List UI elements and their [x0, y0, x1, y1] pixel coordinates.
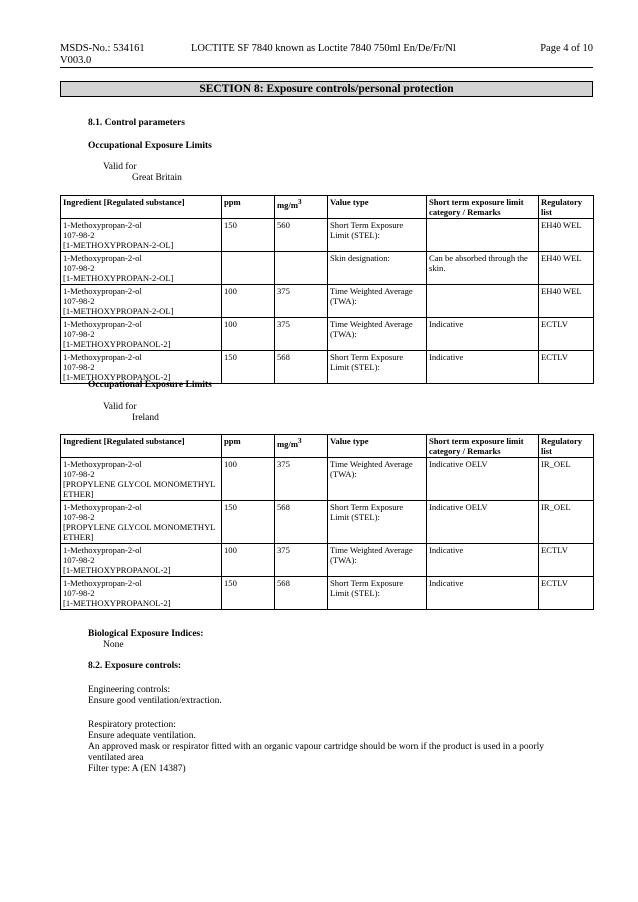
country-gb: Great Britain: [132, 173, 182, 183]
cell-ingredient: [61, 458, 222, 501]
ingredient-line: 1-Methoxypropan-2-ol: [63, 459, 142, 469]
exposure-controls-heading: 8.2. Exposure controls:: [88, 661, 182, 671]
respiratory-text: [88, 731, 558, 775]
col-header-regulatory-list: Regulatory list: [539, 435, 594, 458]
cell-ppm: 150: [222, 577, 275, 610]
col-header-remarks: Short term exposure limit category / Remarks: [427, 196, 539, 219]
cell-ingredient: [61, 577, 222, 610]
cell-ingredient: [61, 351, 222, 384]
ingredient-line: 107-98-2: [63, 296, 95, 306]
col-header-ppm: ppm: [222, 196, 275, 219]
valid-for-label-ie: Valid for: [103, 402, 137, 412]
cell-mgm3: [275, 252, 328, 285]
ingredient-line: 107-98-2: [63, 263, 95, 273]
col-header-value-type: Value type: [328, 196, 427, 219]
valid-for-label-gb: Valid for: [103, 162, 137, 172]
ingredient-line: [1-METHOXYPROPANOL-2]: [63, 598, 171, 608]
ingredient-line: 107-98-2: [63, 469, 95, 479]
cell-remarks: Indicative: [427, 351, 539, 384]
biological-value: None: [103, 640, 124, 650]
ingredient-line: [1-METHOXYPROPANOL-2]: [63, 339, 171, 349]
table-row: [61, 351, 594, 384]
ingredient-line: [1-METHOXYPROPAN-2-OL]: [63, 306, 174, 316]
control-parameters-heading: 8.1. Control parameters: [88, 118, 185, 128]
ingredient-line: 107-98-2: [63, 512, 95, 522]
cell-regulatory-list: EH40 WEL: [539, 252, 594, 285]
cell-ingredient: [61, 544, 222, 577]
biological-heading: Biological Exposure Indices:: [88, 629, 204, 639]
cell-value-type: Time Weighted Average (TWA):: [328, 544, 427, 577]
table-body: [61, 458, 594, 610]
cell-mgm3: 568: [275, 501, 328, 544]
product-title: LOCTITE SF 7840 known as Loctite 7840 750ml En/De/Fr/Nl: [191, 43, 456, 54]
cell-mgm3: 568: [275, 577, 328, 610]
engineering-controls-label: Engineering controls:: [88, 685, 171, 695]
cell-value-type: Time Weighted Average (TWA):: [328, 318, 427, 351]
col-header-ppm: ppm: [222, 435, 275, 458]
cell-value-type: Short Term Exposure Limit (STEL):: [328, 577, 427, 610]
oel-table-gb: [60, 195, 594, 384]
ingredient-line: [1-METHOXYPROPANOL-2]: [63, 372, 171, 382]
cell-mgm3: 375: [275, 285, 328, 318]
cell-ppm: 100: [222, 544, 275, 577]
col-header-mgm3: [275, 435, 328, 458]
cell-mgm3: 375: [275, 544, 328, 577]
table-row: [61, 318, 594, 351]
engineering-controls-text: Ensure good ventilation/extraction.: [88, 696, 222, 706]
cell-ppm: 100: [222, 318, 275, 351]
version-number: V003.0: [60, 55, 92, 66]
table-row: [61, 577, 594, 610]
cell-mgm3: 375: [275, 318, 328, 351]
cell-regulatory-list: ECTLV: [539, 318, 594, 351]
ingredient-line: 1-Methoxypropan-2-ol: [63, 502, 142, 512]
cell-remarks: Indicative OELV: [427, 501, 539, 544]
ingredient-line: [1-METHOXYPROPAN-2-OL]: [63, 240, 174, 250]
respiratory-line: Ensure adequate ventilation.: [88, 731, 196, 741]
cell-value-type: Short Term Exposure Limit (STEL):: [328, 351, 427, 384]
cell-ingredient: [61, 219, 222, 252]
cell-regulatory-list: EH40 WEL: [539, 285, 594, 318]
ingredient-line: [PROPYLENE GLYCOL MONOMETHYL ETHER]: [63, 479, 216, 499]
cell-ppm: [222, 252, 275, 285]
cell-ppm: 100: [222, 285, 275, 318]
cell-value-type: Time Weighted Average (TWA):: [328, 285, 427, 318]
col-header-value-type: Value type: [328, 435, 427, 458]
table-header-row: [61, 435, 594, 458]
cell-regulatory-list: ECTLV: [539, 544, 594, 577]
cell-remarks: [427, 285, 539, 318]
cell-regulatory-list: IR_OEL: [539, 458, 594, 501]
cell-ingredient: [61, 252, 222, 285]
cell-mgm3: 560: [275, 219, 328, 252]
ingredient-line: 1-Methoxypropan-2-ol: [63, 545, 142, 555]
ingredient-line: 107-98-2: [63, 230, 95, 240]
table-body: [61, 219, 594, 384]
ingredient-line: [1-METHOXYPROPANOL-2]: [63, 565, 171, 575]
cell-regulatory-list: EH40 WEL: [539, 219, 594, 252]
cell-ingredient: [61, 318, 222, 351]
page-number: Page 4 of 10: [540, 43, 593, 54]
mgm3-unit: mg/m: [277, 438, 299, 449]
cell-remarks: Indicative: [427, 318, 539, 351]
col-header-ingredient: Ingredient [Regulated substance]: [61, 196, 222, 219]
cell-value-type: Time Weighted Average (TWA):: [328, 458, 427, 501]
table-row: [61, 252, 594, 285]
section-title: SECTION 8: Exposure controls/personal protection: [60, 81, 593, 97]
mgm3-exponent: 3: [298, 437, 302, 445]
cell-value-type: Skin designation:: [328, 252, 427, 285]
table-row: [61, 219, 594, 252]
mgm3-exponent: 3: [298, 198, 302, 206]
oel-table-ie: [60, 434, 594, 610]
table-row: [61, 544, 594, 577]
cell-remarks: Indicative OELV: [427, 458, 539, 501]
ingredient-line: 107-98-2: [63, 329, 95, 339]
cell-ppm: 150: [222, 219, 275, 252]
cell-ingredient: [61, 285, 222, 318]
cell-regulatory-list: ECTLV: [539, 577, 594, 610]
col-header-mgm3: [275, 196, 328, 219]
respiratory-line: An approved mask or respirator fitted with an organic vapour cartridge should be worn if the product is used in a poorly: [88, 742, 544, 752]
cell-ingredient: [61, 501, 222, 544]
document-id: [60, 43, 145, 67]
table-row: [61, 501, 594, 544]
ingredient-line: 1-Methoxypropan-2-ol: [63, 286, 142, 296]
oel-heading-ie: Occupational Exposure Limits: [88, 380, 212, 390]
cell-ppm: 150: [222, 501, 275, 544]
cell-remarks: [427, 219, 539, 252]
cell-regulatory-list: ECTLV: [539, 351, 594, 384]
page-header: [60, 43, 593, 68]
cell-regulatory-list: IR_OEL: [539, 501, 594, 544]
cell-mgm3: 375: [275, 458, 328, 501]
cell-remarks: Indicative: [427, 544, 539, 577]
table-row: [61, 285, 594, 318]
col-header-regulatory-list: Regulatory list: [539, 196, 594, 219]
ingredient-line: 107-98-2: [63, 362, 95, 372]
col-header-ingredient: Ingredient [Regulated substance]: [61, 435, 222, 458]
respiratory-label: Respiratory protection:: [88, 720, 176, 730]
ingredient-line: 107-98-2: [63, 588, 95, 598]
col-header-remarks: Short term exposure limit category / Remarks: [427, 435, 539, 458]
ingredient-line: [1-METHOXYPROPAN-2-OL]: [63, 273, 174, 283]
oel-heading-gb: Occupational Exposure Limits: [88, 141, 212, 151]
cell-value-type: Short Term Exposure Limit (STEL):: [328, 219, 427, 252]
ingredient-line: 1-Methoxypropan-2-ol: [63, 319, 142, 329]
cell-value-type: Short Term Exposure Limit (STEL):: [328, 501, 427, 544]
msds-number: MSDS-No.: 534161: [60, 43, 145, 54]
ingredient-line: 107-98-2: [63, 555, 95, 565]
cell-remarks: Can be absorbed through the skin.: [427, 252, 539, 285]
ingredient-line: [PROPYLENE GLYCOL MONOMETHYL ETHER]: [63, 522, 216, 542]
cell-remarks: Indicative: [427, 577, 539, 610]
cell-ppm: 150: [222, 351, 275, 384]
table-row: [61, 458, 594, 501]
ingredient-line: 1-Methoxypropan-2-ol: [63, 220, 142, 230]
country-ie: Ireland: [132, 413, 159, 423]
ingredient-line: 1-Methoxypropan-2-ol: [63, 352, 142, 362]
cell-ppm: 100: [222, 458, 275, 501]
ingredient-line: 1-Methoxypropan-2-ol: [63, 253, 142, 263]
respiratory-line: ventilated area: [88, 753, 144, 763]
cell-mgm3: 568: [275, 351, 328, 384]
table-header-row: [61, 196, 594, 219]
respiratory-line: Filter type: A (EN 14387): [88, 764, 186, 774]
ingredient-line: 1-Methoxypropan-2-ol: [63, 578, 142, 588]
mgm3-unit: mg/m: [277, 199, 299, 210]
